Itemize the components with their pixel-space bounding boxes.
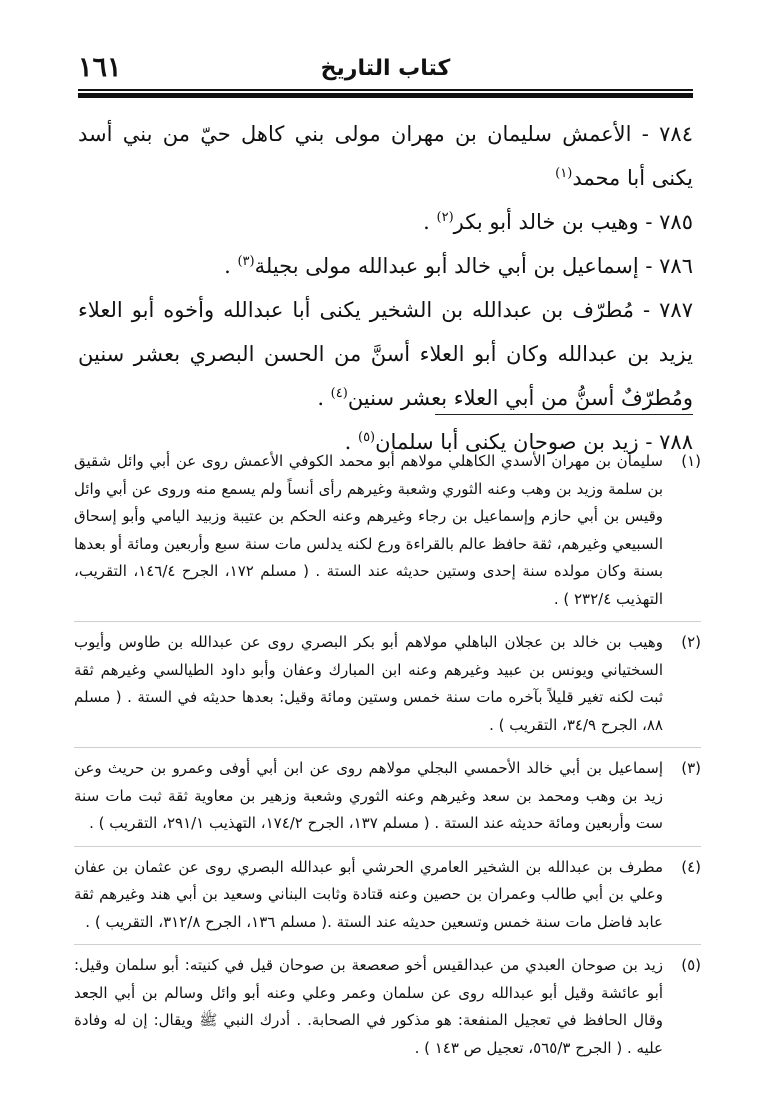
footnote-text: وهيب بن خالد بن عجلان الباهلي مولاهم أبو بكر البصري روى عن عبدالله بن طاوس وأيوب السختياني ويونس بن عبيد وغيرهم وعنه ابن المبارك وعفان وأبو داود الطيالسي وغيرهم ثقة ثبت لكنه تغير قليلاً بآخره مات سنة خمس وستين ومائة وقيل: بعدها حديثه في الستة . ( مسلم ٨٨، الجرح ٣٤/٩، التقريب ) . [74,633,663,734]
footnote-separator [435,414,693,415]
footnote-label: (٤) [681,857,701,876]
footnote [74,629,701,748]
entry-trailing: . [224,254,238,278]
entry-text: زيد بن صوحان يكنى أبا سلمان [375,430,639,454]
entry: ٧٨٧ - مُطرّف بن عبدالله بن الشخير يكنى أبا عبدالله وأخوه أبو العلاء يزيد بن عبدالله وكان أبو العلاء أسنَّ من الحسن البصري بعشر سنين ومُطرّفٌ أسنُّ من أبي العلاء بعشر سنين$^{(٤)}$ . [78,298,693,410]
entry-number: ٧٨٤ [659,122,693,146]
footnote [74,952,701,1070]
entry: ٧٨٨ - زيد بن صوحان يكنى أبا سلمان$^{(٥)}$ . [344,430,693,454]
footnote-label: (١) [681,452,701,470]
entry-text: الأعمش سليمان بن مهران مولى بني كاهل حيّ من بني أسد يكنى أبا محمد [78,122,693,190]
footnotes [74,448,701,1077]
page-number: ١٦١ [78,52,122,83]
running-title: كتاب التاريخ [320,56,451,81]
header-rule-thin [78,89,693,91]
header-rule-thick [78,93,693,98]
footnote-ref[interactable]: (٤) [330,386,348,401]
entry-number: ٧٨٥ [659,210,693,234]
footnote-text: إسماعيل بن أبي خالد الأحمسي البجلي مولاهم روى عن ابن أبي أوفى وعمرو بن حريث وعن زيد بن وهب ومحمد بن سعد وغيرهم وعنه الثوري وشعبة وزهير بن معاوية ثقة ثبت مات سنة ست وأربعين ومائة حديثه عند الستة . ( مسلم ١٣٧، الجرح ١٧٤/٢، التهذيب ٢٩١/١، التقريب ) . [74,759,663,832]
footnote-ref[interactable]: (١) [555,166,573,181]
footnote-ref[interactable]: (٣) [237,254,255,269]
entry-text: وهيب بن خالد أبو بكر [453,210,639,234]
entry-number: ٧٨٨ [659,430,693,454]
footnote-text: مطرف بن عبدالله بن الشخير العامري الحرشي أبو عبدالله البصري روى عن عثمان بن عفان وعلي بن أبي طالب وعمران بن حصين وعنه قتادة وثابت البناني وسعيد بن أبي هند وغيرهم ثقة عابد فاضل مات سنة خمس وتسعين حديثه عند الستة .( مسلم ١٣٦، الجرح ٣١٢/٨، التقريب ) . [74,857,663,931]
page-header [78,48,693,88]
entry-trailing: . [344,430,358,454]
footnote-label: (٢) [681,633,701,651]
entries-list [78,112,693,464]
entry-text: مُطرّف بن عبدالله بن الشخير يكنى أبا عبدالله وأخوه أبو العلاء يزيد بن عبدالله وكان أبو العلاء أسنَّ من الحسن البصري بعشر سنين ومُطرّفٌ أسنُّ من أبي العلاء بعشر سنين [78,298,693,410]
entry-number: ٧٨٧ [659,298,693,322]
footnote-ref[interactable]: (٥) [357,430,376,445]
footnote-ref[interactable]: (٢) [436,210,454,225]
entry: ٧٨٤ - الأعمش سليمان بن مهران مولى بني كاهل حيّ من بني أسد يكنى أبا محمد$^{(١)}$ [78,122,693,190]
footnote [74,854,701,946]
footnote-label: (٥) [681,956,701,974]
entry: ٧٨٦ - إسماعيل بن أبي خالد أبو عبدالله مولى بجيلة$^{(٣)}$ . [224,254,693,278]
entry-number: ٧٨٦ [659,254,693,278]
entry-trailing: . [317,386,331,410]
footnote-label: (٣) [681,759,701,777]
footnote [74,755,701,847]
footnote-text: زيد بن صوحان العبدي من عبدالقيس أخو صعصعة بن صوحان قيل في كنيته: أبو سلمان وقيل: أبو عائشة وقيل أبو عبدالله روى عن سلمان وعمر وعلي وعنه أبو وائل وسالم بن أبي الجعد وقال الحافظ في تعجيل المنفعة: هو مذكور في الصحابة. . أدرك النبي ﷺ ويقال: إن له وفادة عليه . ( الجرح ٥٦٥/٣، تعجيل ص ١٤٣ ) . [74,956,663,1057]
entry: ٧٨٥ - وهيب بن خالد أبو بكر$^{(٢)}$ . [423,210,693,234]
entry-trailing: . [423,210,437,234]
footnote-text: سليمان بن مهران الأسدي الكاهلي مولاهم أبو محمد الكوفي الأعمش روى عن أبي وائل شقيق بن سلمة وزيد بن وهب وعنه الثوري وشعبة وغيرهم رأى أنساً ولم يسمع منه وروى عن أبي وائل وقيس بن أبي حازم وإسماعيل بن رجاء وغيرهم وعنه الحكم بن عتيبة وزبيد اليامي وأبو إسحاق السبيعي وغيرهم، ثقة حافظ عالم بالقراءة ورع لكنه يدلس مات سنة سبع وأربعين ومائة أو بعدها بسنة وكان مولده سنة إحدى وستين حديثه عند الستة . ( مسلم ١٧٢، الجرح ١٤٦/٤، التقريب، التهذيب ٢٣٢/٤ ) . [74,452,663,608]
entry-text: إسماعيل بن أبي خالد أبو عبدالله مولى بجيلة [254,254,639,278]
footnote [74,448,701,622]
